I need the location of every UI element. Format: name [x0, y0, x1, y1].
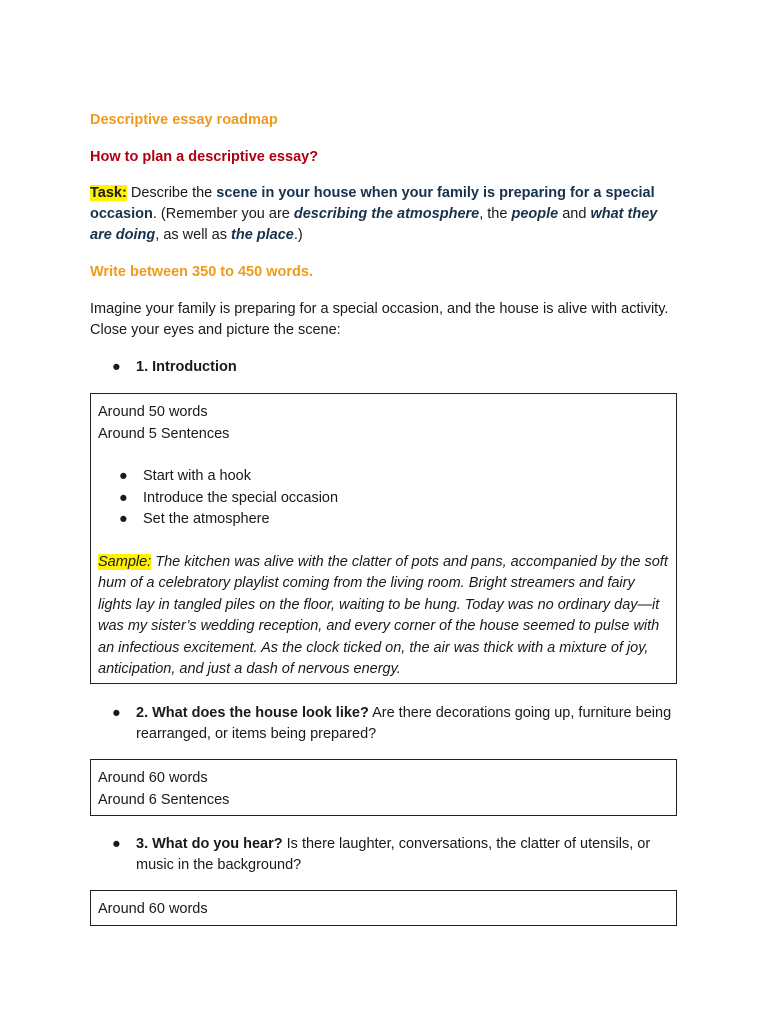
bullet-icon: ● — [119, 468, 128, 484]
word-count-instruction: Write between 350 to 450 words. — [90, 264, 313, 280]
task-paragraph — [90, 183, 680, 246]
task-atmosphere: describing the atmosphere — [293, 206, 480, 222]
task-place: the place — [231, 227, 294, 243]
bullet-icon: ● — [119, 489, 128, 506]
word-target: Around 60 words — [98, 901, 208, 917]
section-2-box — [90, 759, 677, 816]
task-text: .) — [293, 227, 303, 243]
sentence-target: Around 5 Sentences — [98, 425, 230, 442]
tip-text: Introduce the special occasion — [143, 489, 339, 506]
word-target: Around 60 words — [98, 770, 208, 786]
task-scene: scene in your house when your family is preparing for a special occasion — [90, 185, 655, 222]
section-heading — [112, 703, 672, 745]
task-text: . (Remember you are — [152, 206, 294, 222]
doc-title: Descriptive essay roadmap — [90, 112, 278, 128]
sentence-target: Around 6 Sentences — [98, 791, 230, 808]
sample-text: The kitchen was alive with the clatter of pots and pans, accompanied by the soft hum of a celebratory playlist coming from the living room. Bright streamers and fairy lights lay in tangled piles on the floor, waiting to be hung. Today was no ordinary day—it was my sister’s wedding reception, and every corner of the house seemed to pulse with an infectious excitement. As the clock ticked on, the air was thick with a mixture of joy, anticipation, and just a dash of nervous energy. — [98, 553, 668, 677]
word-target: Around 50 words — [98, 404, 208, 420]
section-3-question: Is there laughter, conversations, the clatter of utensils, or music in the background? — [136, 836, 651, 873]
task-text: , the — [479, 206, 512, 222]
tip-text: Start with a hook — [143, 468, 251, 484]
list-item — [98, 488, 668, 510]
section-heading — [112, 834, 672, 876]
tip-text: Set the atmosphere — [143, 511, 270, 527]
task-text: Describe the — [126, 185, 217, 201]
section-3-title: 3. What do you hear? — [136, 836, 283, 852]
task-text: and — [558, 206, 591, 222]
task-doing: what they are doing — [90, 206, 658, 243]
bullet-icon: ● — [112, 705, 121, 721]
intro-paragraph: Imagine your family is preparing for a special occasion, and the house is alive with activity. Close your eyes and picture the scene: — [90, 301, 669, 338]
section-2-title: 2. What does the house look like? — [136, 705, 369, 721]
bullet-icon: ● — [112, 359, 121, 375]
task-people: people — [511, 206, 559, 222]
section-2-question: Are there decorations going up, furniture being rearranged, or items being prepared? — [136, 705, 672, 742]
section-heading — [112, 357, 672, 378]
section-3-box — [90, 890, 677, 926]
section-1-title: 1. Introduction — [136, 359, 237, 375]
bullet-icon: ● — [119, 511, 128, 527]
tips-list — [98, 466, 668, 531]
bullet-icon: ● — [112, 836, 121, 852]
sample-label: Sample: — [98, 553, 152, 570]
task-text: , as well as — [155, 227, 232, 243]
section-1-box — [90, 393, 677, 684]
doc-subtitle: How to plan a descriptive essay? — [90, 149, 319, 165]
task-label: Task: — [90, 185, 127, 201]
list-item — [98, 466, 668, 488]
list-item — [98, 509, 668, 531]
sample-paragraph — [98, 552, 668, 681]
